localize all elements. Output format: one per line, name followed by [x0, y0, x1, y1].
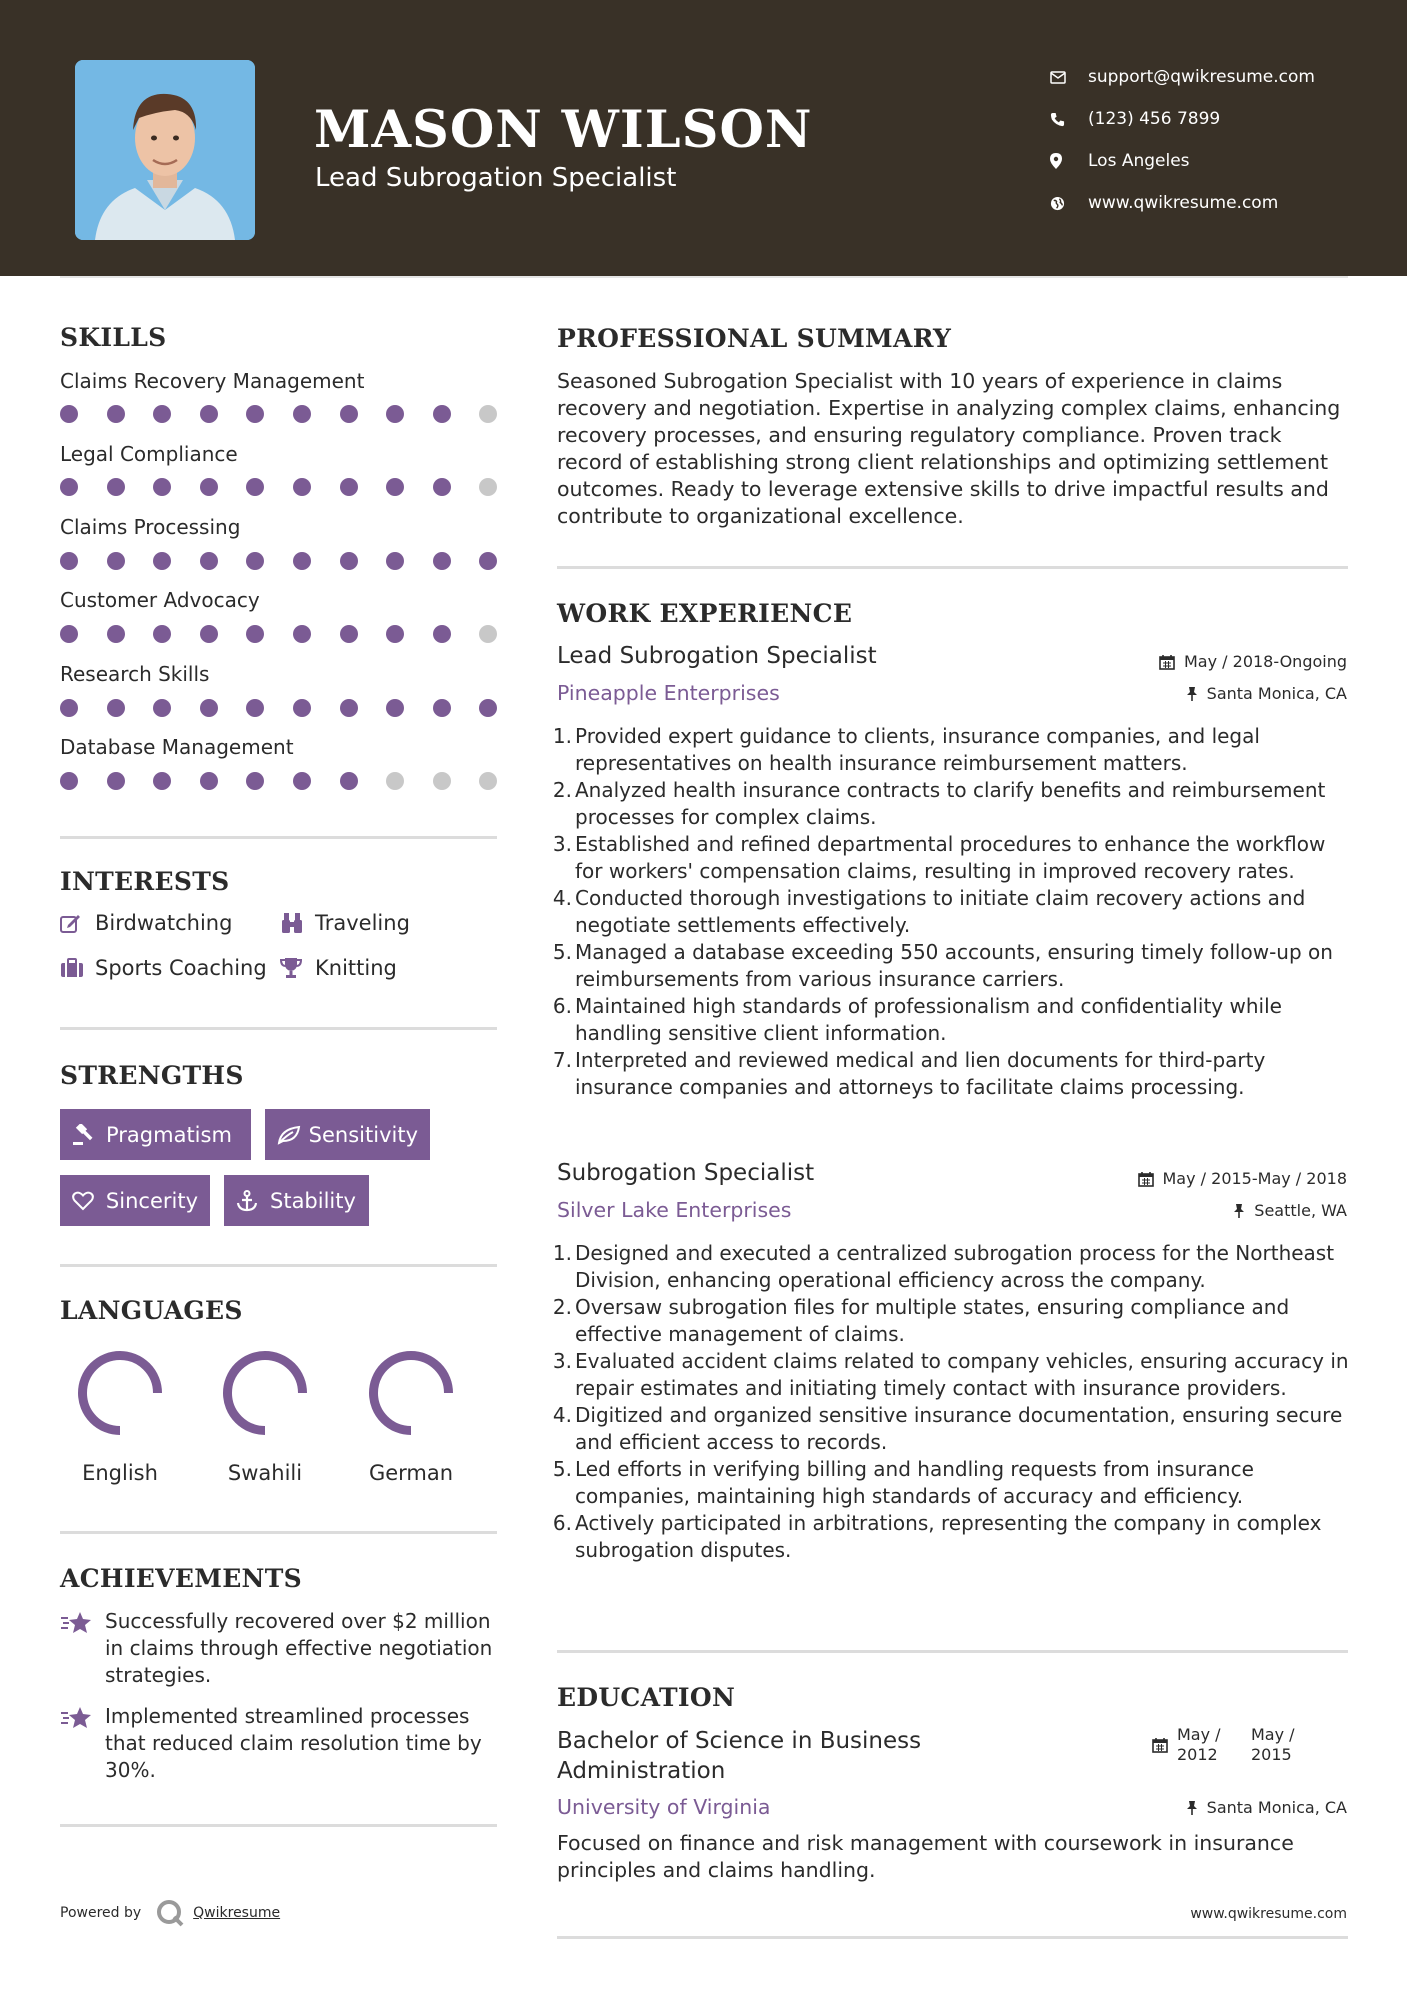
skill-dot [153, 405, 171, 423]
skill-dot [60, 405, 78, 423]
section-divider [60, 836, 497, 839]
contact-location [1050, 140, 1315, 182]
skill-dot [433, 552, 451, 570]
skill-dot [386, 405, 404, 423]
skill-dot [293, 478, 311, 496]
responsibility-number: 2. [552, 778, 572, 802]
school-name: University of Virginia [557, 1795, 771, 1819]
skill-rating [60, 699, 526, 717]
responsibility-number: 1. [552, 1241, 572, 1265]
skill-dot [246, 699, 264, 717]
responsibility-text: Analyzed health insurance contracts to clarify benefits and reimbursement processes for complex claims. [575, 778, 1326, 829]
footer-website[interactable]: www.qwikresume.com [1190, 1906, 1347, 1922]
skill-dot [340, 405, 358, 423]
strength-badge [60, 1109, 251, 1160]
interest-item [280, 911, 410, 935]
responsibility-text: Led efforts in verifying billing and handling requests from insurance companies, maintaining high standards of accuracy and efficiency. [575, 1457, 1254, 1508]
anchor-icon [236, 1190, 270, 1212]
pushpin-icon [1186, 686, 1198, 702]
skill-dot [200, 699, 218, 717]
responsibility-text: Provided expert guidance to clients, insurance companies, and legal representatives on health insurance reimbursement matters. [575, 724, 1260, 775]
skill-dot [107, 478, 125, 496]
degree-title: Bachelor of Science in Business Administration [557, 1728, 922, 1784]
responsibility-item [552, 831, 1352, 885]
shooting-star-icon [60, 1608, 105, 1689]
calendar-icon [1159, 654, 1175, 670]
skill-name: Legal Compliance [60, 442, 238, 466]
section-divider [60, 1531, 497, 1534]
responsibility-number: 5. [552, 940, 572, 964]
responsibility-item [552, 1047, 1352, 1101]
education-description: Focused on finance and risk management with coursework in insurance principles and claims handling. [557, 1831, 1294, 1882]
skill-dot [107, 625, 125, 643]
skill-dot [246, 625, 264, 643]
responsibility-text: Designed and executed a centralized subrogation process for the Northeast Division, enhancing operational efficiency across the company. [575, 1241, 1335, 1292]
education-location-text: Santa Monica, CA [1206, 1798, 1347, 1817]
strength-badge [60, 1175, 210, 1226]
contact-list [1050, 56, 1315, 224]
responsibility-number: 1. [552, 724, 572, 748]
contact-website-text: www.qwikresume.com [1088, 193, 1279, 213]
section-divider [60, 1027, 497, 1030]
strength-label: Sincerity [105, 1188, 198, 1213]
skill-name: Claims Processing [60, 515, 241, 539]
education-end-month: May / [1251, 1725, 1295, 1744]
company-name: Pineapple Enterprises [557, 681, 780, 705]
language-item [346, 1347, 476, 1485]
section-divider [557, 566, 1348, 569]
responsibility-text: Interpreted and reviewed medical and lien documents for third-party insurance companies and attorneys to facilitate claims processing. [575, 1048, 1266, 1099]
achievements-heading: ACHIEVEMENTS [60, 1564, 302, 1593]
responsibility-number: 4. [552, 886, 572, 910]
skill-name: Customer Advocacy [60, 588, 260, 612]
skill-dot [479, 625, 497, 643]
skill-rating [60, 405, 526, 423]
job-dates [1159, 652, 1347, 671]
responsibility-number: 3. [552, 1349, 572, 1373]
language-gauge [365, 1347, 457, 1439]
calendar-icon [1138, 1171, 1154, 1187]
skill-dot [200, 772, 218, 790]
shooting-star-icon [60, 1703, 105, 1784]
job-location [1233, 1201, 1347, 1220]
responsibility-item [552, 1348, 1352, 1402]
section-divider [60, 1824, 497, 1827]
skill-dot [246, 478, 264, 496]
achievement-item [60, 1703, 500, 1784]
resume-header [0, 0, 1407, 276]
job-dates-text: May / 2015-May / 2018 [1162, 1169, 1347, 1188]
education-location [1186, 1798, 1347, 1817]
responsibility-number: 7. [552, 1048, 572, 1072]
skill-dot [60, 699, 78, 717]
language-name: English [82, 1461, 158, 1485]
pushpin-icon [1186, 1800, 1198, 1816]
skill-dot [386, 699, 404, 717]
skill-dot [60, 625, 78, 643]
skills-heading: SKILLS [60, 323, 167, 352]
responsibility-item [552, 1510, 1352, 1564]
interest-item [60, 956, 267, 980]
gavel-icon [72, 1124, 106, 1146]
language-item [55, 1347, 185, 1485]
experience-heading: WORK EXPERIENCE [557, 599, 853, 628]
skill-dot [107, 552, 125, 570]
skill-dot [60, 552, 78, 570]
powered-by [60, 1898, 280, 1928]
pencil-square-icon [60, 913, 95, 933]
skill-dot [153, 772, 171, 790]
skill-dot [479, 478, 497, 496]
education-start-month: May / [1177, 1725, 1221, 1744]
trophy-icon [280, 957, 315, 979]
phone-icon [1050, 112, 1088, 127]
qwikresume-link[interactable]: Qwikresume [193, 1905, 281, 1921]
skill-dot [246, 552, 264, 570]
language-item [200, 1347, 330, 1485]
responsibility-item [552, 885, 1352, 939]
responsibility-number: 3. [552, 832, 572, 856]
skill-dot [293, 625, 311, 643]
skill-dot [293, 699, 311, 717]
skill-dot [153, 552, 171, 570]
job-location-text: Seattle, WA [1254, 1201, 1347, 1220]
skill-dot [433, 699, 451, 717]
responsibility-text: Actively participated in arbitrations, representing the company in complex subrogation disputes. [575, 1511, 1322, 1562]
job-responsibilities [552, 723, 1352, 1101]
job-location [1186, 684, 1347, 703]
heart-icon [72, 1191, 106, 1211]
pushpin-icon [1233, 1203, 1245, 1219]
skill-dot [340, 625, 358, 643]
education-start-year: 2012 [1177, 1745, 1218, 1764]
calendar-icon [1152, 1737, 1168, 1753]
responsibility-item [552, 1240, 1352, 1294]
skill-dot [479, 772, 497, 790]
skill-dot [433, 478, 451, 496]
responsibility-text: Maintained high standards of professionalism and confidentiality while handling sensitive client information. [575, 994, 1282, 1045]
skill-dot [479, 405, 497, 423]
interest-item [60, 911, 232, 935]
strength-badge [265, 1109, 430, 1160]
skill-dot [293, 552, 311, 570]
skill-rating [60, 552, 526, 570]
responsibility-number: 2. [552, 1295, 572, 1319]
skill-name: Claims Recovery Management [60, 369, 365, 393]
skill-dot [60, 478, 78, 496]
skill-dot [293, 405, 311, 423]
skill-dot [386, 552, 404, 570]
interest-label: Traveling [315, 911, 410, 935]
skill-dot [200, 625, 218, 643]
contact-location-text: Los Angeles [1088, 151, 1190, 171]
responsibility-item [552, 939, 1352, 993]
language-name: German [368, 1461, 454, 1485]
strength-badge [224, 1175, 369, 1226]
job-location-text: Santa Monica, CA [1206, 684, 1347, 703]
language-gauge [74, 1347, 166, 1439]
summary-text: Seasoned Subrogation Specialist with 10 years of experience in claims recovery and negotiation. Expertise in analyzing complex claims, enhancing recovery processes, and ensuring regulatory compliance. Proven track record of establishing strong client relationships and optimizing settlement outcomes. Ready to leverage extensive skills to drive impactful results and contribute to organizational excellence. [557, 369, 1341, 528]
skill-dot [386, 478, 404, 496]
responsibility-text: Managed a database exceeding 550 accounts, ensuring timely follow-up on reimbursements from various insurance carriers. [575, 940, 1333, 991]
responsibility-number: 4. [552, 1403, 572, 1427]
skill-rating [60, 625, 526, 643]
strength-label: Stability [270, 1188, 356, 1213]
skill-dot [107, 405, 125, 423]
skill-dot [340, 478, 358, 496]
languages-heading: LANGUAGES [60, 1296, 243, 1325]
contact-phone[interactable] [1050, 98, 1315, 140]
skill-dot [433, 405, 451, 423]
contact-website[interactable] [1050, 182, 1315, 224]
contact-email[interactable] [1050, 56, 1315, 98]
section-divider [60, 1264, 497, 1267]
responsibility-number: 5. [552, 1457, 572, 1481]
job-responsibilities [552, 1240, 1352, 1564]
skill-dot [107, 772, 125, 790]
responsibility-text: Evaluated accident claims related to company vehicles, ensuring accuracy in repair estimates and initiating timely contact with insurance providers. [575, 1349, 1349, 1400]
skill-dot [153, 625, 171, 643]
responsibility-number: 6. [552, 994, 572, 1018]
skill-dot [153, 478, 171, 496]
contact-email-text: support@qwikresume.com [1088, 67, 1315, 87]
skill-rating [60, 478, 526, 496]
language-gauge [219, 1347, 311, 1439]
binoculars-icon [280, 912, 315, 934]
leaf-icon [277, 1125, 309, 1145]
responsibility-item [552, 723, 1352, 777]
responsibility-item [552, 1402, 1352, 1456]
header-divider [60, 276, 1348, 278]
responsibility-item [552, 993, 1352, 1047]
education-start [1177, 1725, 1251, 1765]
achievement-text: Successfully recovered over $2 million in claims through effective negotiation strategies. [105, 1609, 493, 1687]
education-end [1251, 1725, 1295, 1765]
globe-icon [1050, 196, 1088, 211]
responsibility-text: Digitized and organized sensitive insurance documentation, ensuring secure and efficient access to records. [575, 1403, 1343, 1454]
responsibility-item [552, 777, 1352, 831]
interest-label: Sports Coaching [95, 956, 267, 980]
job-title: Lead Subrogation Specialist [557, 643, 877, 669]
skill-dot [200, 478, 218, 496]
skill-dot [200, 405, 218, 423]
section-divider [557, 1650, 1348, 1653]
interests-heading: INTERESTS [60, 867, 230, 896]
qwikresume-logo-icon [155, 1898, 185, 1928]
job-title: Subrogation Specialist [557, 1160, 815, 1186]
section-divider [557, 1936, 1348, 1939]
responsibility-text: Conducted thorough investigations to initiate claim recovery actions and negotiate settlements effectively. [575, 886, 1306, 937]
skill-dot [60, 772, 78, 790]
skill-dot [340, 552, 358, 570]
skill-dot [107, 699, 125, 717]
skill-dot [340, 699, 358, 717]
powered-by-label: Powered by [60, 1905, 142, 1921]
skill-dot [479, 699, 497, 717]
interest-item [280, 956, 397, 980]
skill-dot [479, 552, 497, 570]
language-name: Swahili [227, 1461, 303, 1485]
summary-heading: PROFESSIONAL SUMMARY [557, 324, 952, 353]
strength-label: Sensitivity [308, 1122, 418, 1147]
skill-dot [293, 772, 311, 790]
skill-dot [246, 405, 264, 423]
education-end-year: 2015 [1251, 1745, 1292, 1764]
achievement-text: Implemented streamlined processes that reduced claim resolution time by 30%. [105, 1704, 482, 1782]
responsibility-text: Oversaw subrogation files for multiple states, ensuring compliance and effective management of claims. [575, 1295, 1290, 1346]
strengths-heading: STRENGTHS [60, 1061, 244, 1090]
responsibility-item [552, 1456, 1352, 1510]
briefcase-icon [60, 958, 95, 978]
interest-label: Knitting [315, 956, 397, 980]
interest-label: Birdwatching [95, 911, 233, 935]
skill-dot [246, 772, 264, 790]
candidate-title: Lead Subrogation Specialist [315, 163, 677, 193]
skill-dot [386, 772, 404, 790]
education-dates [1152, 1725, 1295, 1765]
skill-dot [433, 625, 451, 643]
skill-dot [433, 772, 451, 790]
education-heading: EDUCATION [557, 1683, 736, 1712]
contact-phone-text: (123) 456 7899 [1088, 109, 1221, 129]
strength-label: Pragmatism [106, 1122, 232, 1147]
job-dates-text: May / 2018-Ongoing [1184, 652, 1347, 671]
skill-dot [340, 772, 358, 790]
skill-dot [200, 552, 218, 570]
company-name: Silver Lake Enterprises [557, 1198, 792, 1222]
skill-dot [386, 625, 404, 643]
skill-dot [153, 699, 171, 717]
achievement-item [60, 1608, 500, 1689]
skill-rating [60, 772, 526, 790]
candidate-name: MASON WILSON [314, 100, 813, 160]
job-dates [1138, 1169, 1348, 1188]
responsibility-text: Established and refined departmental procedures to enhance the workflow for workers' compensation claims, resulting in improved recovery rates. [575, 832, 1326, 883]
skill-name: Research Skills [60, 662, 210, 686]
profile-photo [75, 60, 255, 240]
skill-name: Database Management [60, 735, 294, 759]
envelope-icon [1050, 71, 1088, 84]
map-marker-icon [1050, 153, 1088, 169]
responsibility-item [552, 1294, 1352, 1348]
responsibility-number: 6. [552, 1511, 572, 1535]
